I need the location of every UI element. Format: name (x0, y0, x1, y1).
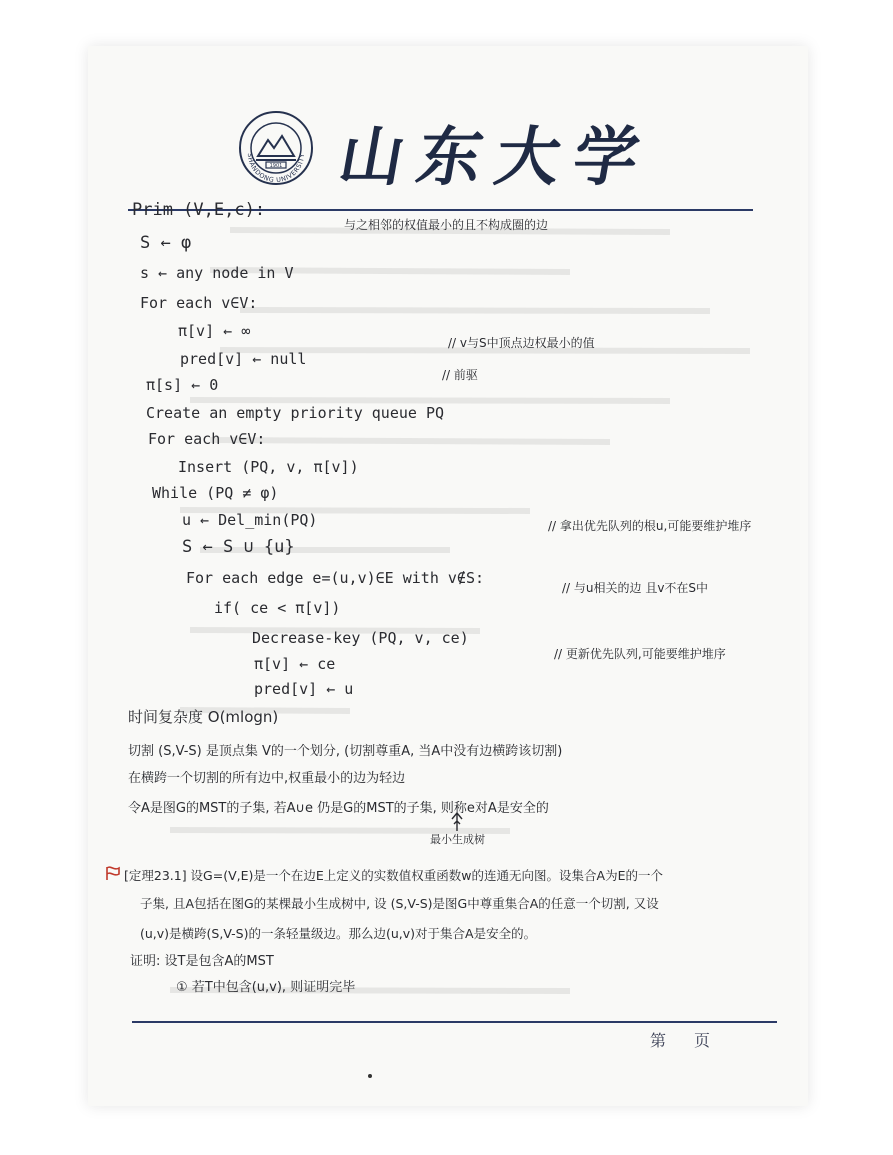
code-line: if( ce < π[v]) (214, 599, 341, 617)
code-line: s ← any node in V (140, 264, 294, 282)
code-line: For each v∈V: (140, 294, 258, 312)
code-line: For each v∈V: (148, 430, 266, 448)
footer-rule (132, 1021, 777, 1023)
code-line: Decrease-key (PQ, v, ce) (252, 629, 469, 647)
code-line: Create an empty priority queue PQ (146, 404, 445, 422)
code-comment: // 更新优先队列,可能要维护堆序 (554, 647, 726, 661)
code-comment: // 拿出优先队列的根u,可能要维护堆序 (548, 519, 752, 533)
code-line: Insert (PQ, v, π[v]) (178, 458, 359, 476)
code-comment: // 与u相关的边 且v不在S中 (562, 581, 709, 595)
proof-case: ① 若T中包含(u,v), 则证明完毕 (176, 980, 356, 995)
seal-text: SHANDONG UNIVERSITY (245, 152, 307, 185)
up-arrow-icon (451, 812, 463, 832)
theorem-line: (u,v)是横跨(S,V-S)的一条轻量级边。那么边(u,v)对于集合A是安全的。 (140, 926, 537, 941)
prim-signature: Prim (V,E,c): (132, 200, 266, 220)
code-line: pred[v] ← null (180, 350, 307, 368)
red-flag-mark-icon (104, 864, 122, 882)
code-line: S ← S ∪ {u} (182, 537, 295, 557)
university-seal-logo (238, 110, 314, 186)
light-edge-definition: 在横跨一个切割的所有边中,权重最小的边为轻边 (128, 771, 406, 786)
seal-year: 1901 (269, 163, 283, 169)
code-comment: // 前驱 (442, 368, 478, 382)
theorem-line: [定理23.1] 设G=(V,E)是一个在边E上定义的实数值权重函数w的连通无向图。设集合A为E的一个 (124, 868, 663, 883)
code-line: π[v] ← ce (254, 655, 336, 673)
page-label: 第 (650, 1031, 667, 1050)
signature-note: 与之相邻的权值最小的且不构成圈的边 (344, 218, 549, 232)
safe-edge-definition: 令A是图G的MST的子集, 若A∪e 仍是G的MST的子集, 则称e对A是安全的 (128, 801, 549, 816)
code-line: π[s] ← 0 (146, 376, 219, 394)
code-comment: // v与S中顶点边权最小的值 (448, 336, 595, 350)
complexity-note: 时间复杂度 O(mlogn) (128, 708, 279, 726)
page-suffix: 页 (694, 1031, 711, 1050)
code-line: u ← Del_min(PQ) (182, 511, 318, 529)
ink-dot (368, 1074, 372, 1078)
code-line: π[v] ← ∞ (178, 322, 251, 340)
theorem-line: 子集, 且A包括在图G的某棵最小生成树中, 设 (S,V-S)是图G中尊重集合A的任意一个切割, 又设 (140, 896, 659, 911)
code-line: While (PQ ≠ φ) (152, 484, 279, 502)
proof-line: 证明: 设T是包含A的MST (130, 954, 274, 969)
university-name-masthead: 山东大学 (333, 120, 659, 195)
cut-definition: 切割 (S,V-S) 是顶点集 V的一个划分, (切割尊重A, 当A中没有边横跨该切割) (128, 744, 563, 759)
code-line: pred[v] ← u (254, 680, 354, 698)
code-line: For each edge e=(u,v)∈E with v∉S: (186, 569, 485, 587)
mst-annotation: 最小生成树 (430, 833, 485, 846)
code-line: S ← φ (140, 233, 192, 253)
